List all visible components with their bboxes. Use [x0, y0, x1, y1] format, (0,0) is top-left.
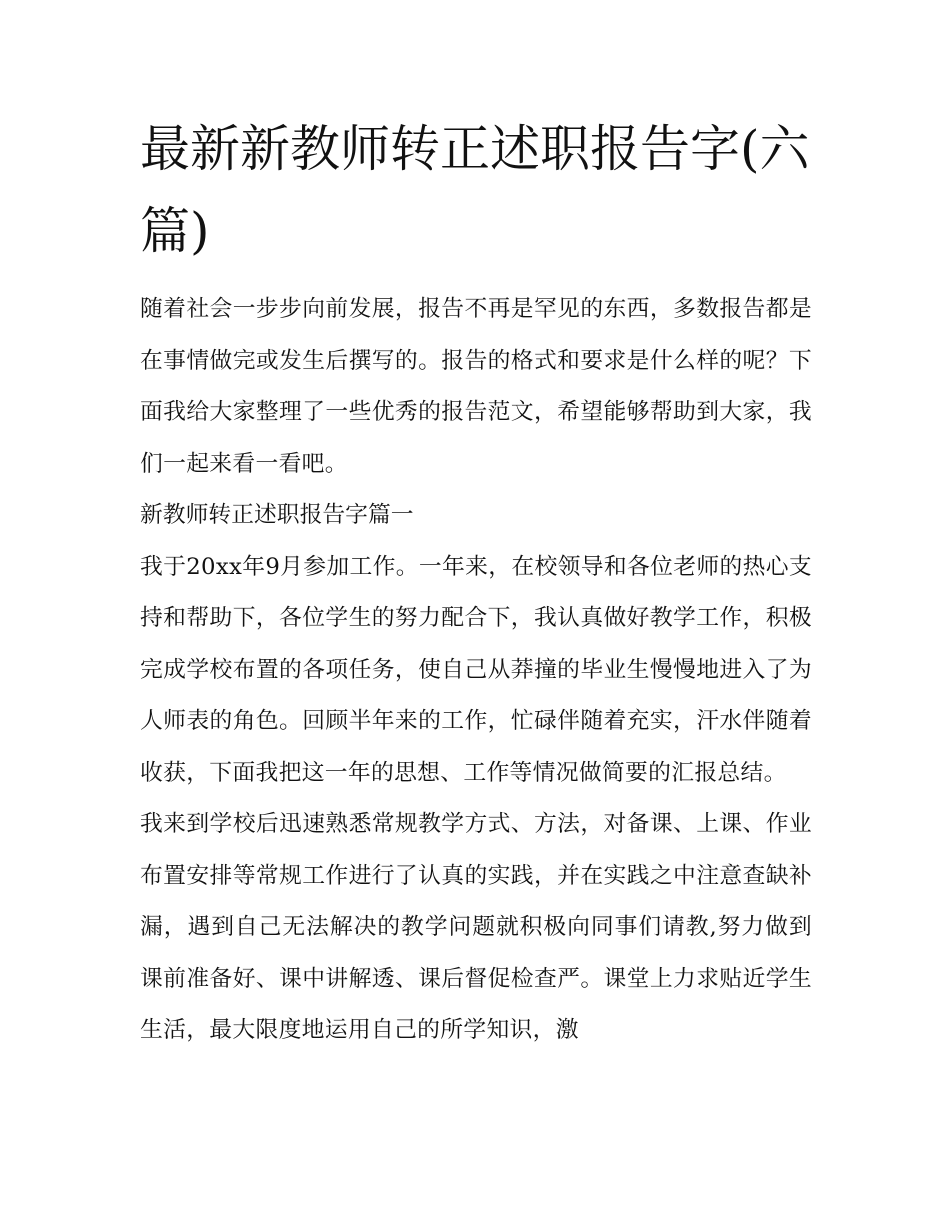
intro-paragraph: 随着社会一步步向前发展，报告不再是罕见的东西，多数报告都是在事情做完或发生后撰写的。报告的格式和要求是什么样的呢？下面我给大家整理了一些优秀的报告范文，希望能够帮助到大家，我们一起来看一看吧。	[140, 296, 812, 477]
section-heading: 新教师转正述职报告字篇一	[140, 502, 414, 528]
document-body	[140, 284, 812, 1057]
body-paragraph-1: 我于20xx年9月参加工作。一年来，在校领导和各位老师的热心支持和帮助下，各位学生的努力配合下，我认真做好教学工作，积极完成学校布置的各项任务，使自己从莽撞的毕业生慢慢地进入了为人师表的角色。回顾半年来的工作，忙碌伴随着充实，汗水伴随着收获，下面我把这一年的思想、工作等情况做简要的汇报总结。	[140, 553, 812, 786]
body-paragraph-2: 我来到学校后迅速熟悉常规教学方式、方法，对备课、上课、作业布置安排等常规工作进行了认真的实践，并在实践之中注意查缺补漏，遇到自己无法解决的教学问题就积极向同事们请教,努力做到课前准备好、课中讲解透、课后督促检查严。课堂上力求贴近学生生活，最大限度地运用自己的所学知识，激	[140, 811, 812, 1043]
document-title: 最新新教师转正述职报告字(六篇)	[140, 120, 810, 260]
document-content	[140, 108, 812, 1057]
